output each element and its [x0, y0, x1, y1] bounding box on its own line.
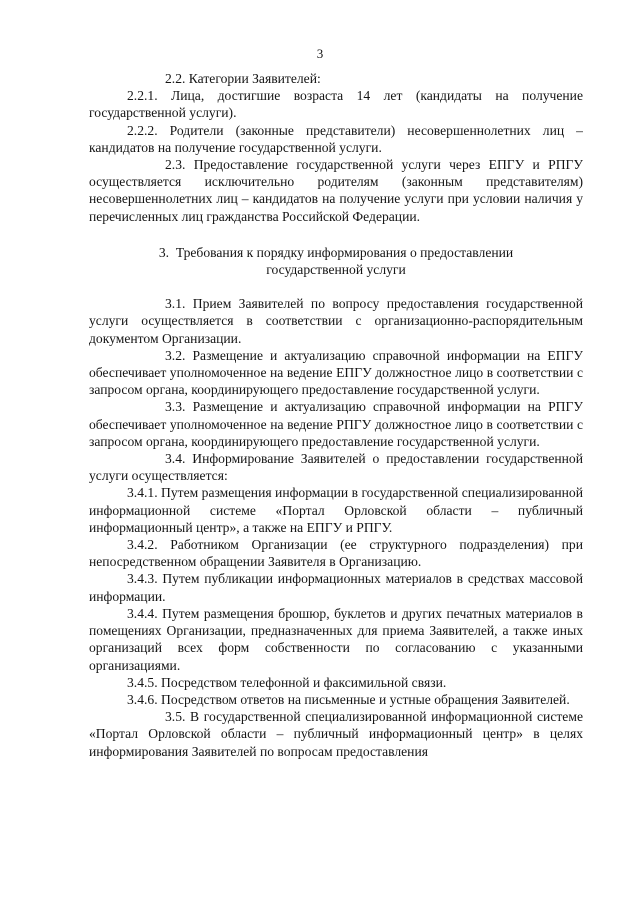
paragraph-3-4-3: 3.4.3. Путем публикации информационных материалов в средствах массовой информации. — [89, 571, 583, 604]
document-body — [89, 70, 583, 760]
paragraph-2-3: 2.3. Предоставление государственной услуги через ЕПГУ и РПГУ осуществляется исключительно родителям (законным представителям) несовершеннолетних лиц – кандидатов на получение услуги при условии наличия у перечисленных лиц гражданства Российской Федерации. — [89, 157, 583, 224]
paragraph-2-2-2: 2.2.2. Родители (законные представители) несовершеннолетних лиц – кандидатов на получение государственной услуги. — [89, 122, 583, 155]
paragraph-3-3: 3.3. Размещение и актуализацию справочной информации на РПГУ обеспечивает уполномоченное на ведение РПГУ должностное лицо в соответствии с запросом органа, координирующего предоставление государственной услуги. — [89, 399, 583, 449]
paragraph-3-4-6: 3.4.6. Посредством ответов на письменные и устные обращения Заявителей. — [127, 691, 570, 707]
paragraph-3-4-4: 3.4.4. Путем размещения брошюр, буклетов и других печатных материалов в помещениях Организации, предназначенных для приема Заявителей, а также иных организаций всех форм собственности по согласованию с указанными организациями. — [89, 605, 583, 673]
section-heading-3: 3. Требования к порядку информирования о предоставлении государственной услуги — [158, 244, 514, 278]
paragraph-3-4-2: 3.4.2. Работником Организации (ее структурного подразделения) при непосредственном обращении Заявителя в Организацию. — [89, 537, 583, 570]
paragraph-3-4-5: 3.4.5. Посредством телефонной и факсимильной связи. — [127, 674, 447, 690]
paragraph-3-4: 3.4. Информирование Заявителей о предоставлении государственной услуги осуществляется: — [89, 451, 583, 484]
paragraph-3-2: 3.2. Размещение и актуализацию справочной информации на ЕПГУ обеспечивает уполномоченное на ведение ЕПГУ должностное лицо в соответствии с запросом органа, координирующего предоставление государственной услуги. — [89, 347, 584, 398]
paragraph-3-4-1: 3.4.1. Путем размещения информации в государственной специализированной информационной системе «Портал Орловской области – публичный информационный центр», а также на ЕПГУ и РПГУ. — [89, 485, 583, 535]
page-number: 3 — [316, 46, 324, 61]
paragraph-3-5: 3.5. В государственной специализированной информационной системе «Портал Орловской области – публичный информационный центр» в целях информирования Заявителей по вопросам предоставления — [89, 709, 583, 759]
paragraph-2-2: 2.2. Категории Заявителей: — [165, 71, 321, 86]
paragraph-3-1: 3.1. Прием Заявителей по вопросу предоставления государственной услуги осуществляется в соответствии с организационно-распорядительным документом Организации. — [89, 296, 583, 346]
paragraph-2-2-1: 2.2.1. Лица, достигшие возраста 14 лет (кандидаты на получение государственной услуги). — [89, 88, 583, 121]
